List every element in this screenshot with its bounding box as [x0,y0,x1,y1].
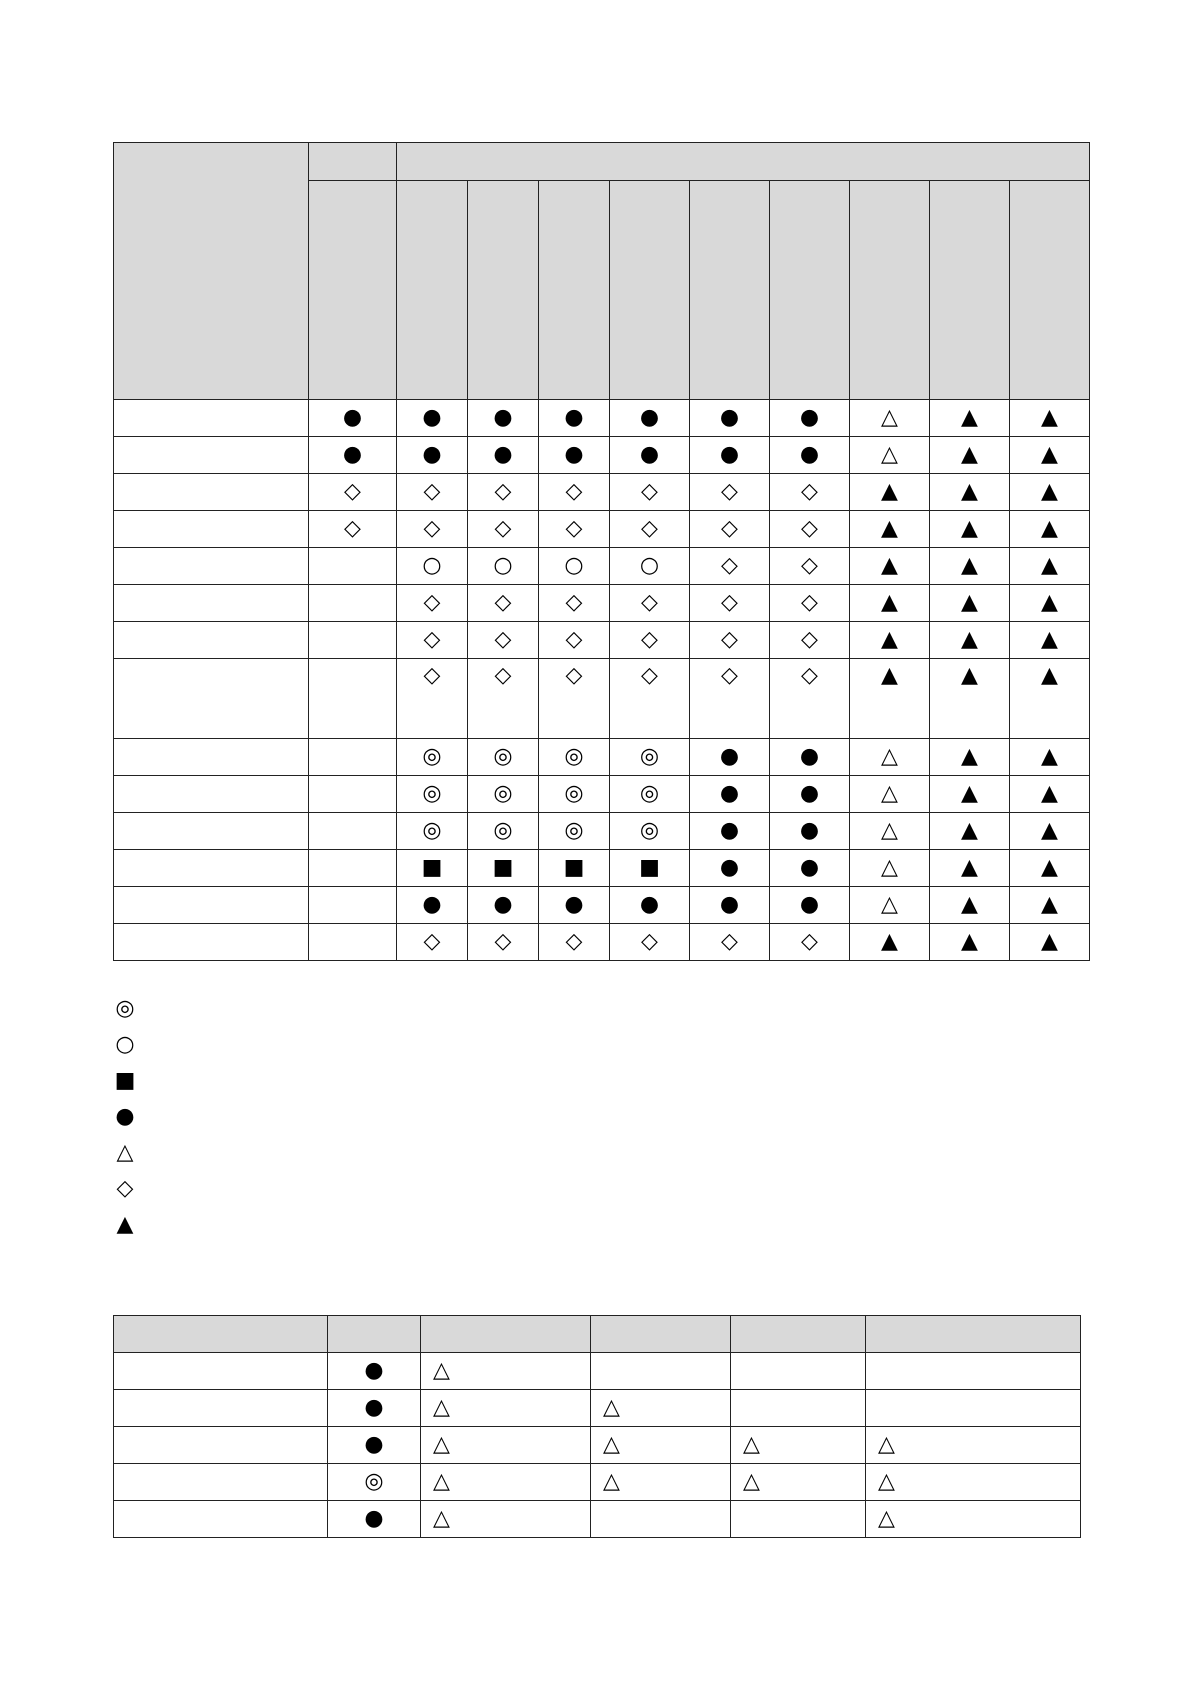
filled-triangle-symbol: ▲ [1010,511,1090,548]
diamond-symbol: ◇ [610,585,690,622]
row-label-cell [114,813,309,850]
triangle-symbol: △ [866,1427,1081,1464]
feature-matrix-table [113,142,1090,961]
disc-symbol: ● [328,1501,421,1538]
filled-triangle-symbol: ▲ [930,585,1010,622]
empty-cell [309,887,397,924]
disc-symbol: ● [309,400,397,437]
square-symbol: ■ [539,850,610,887]
diamond-symbol: ◇ [610,474,690,511]
triangle-symbol: △ [850,850,930,887]
double-circle-symbol: ◎ [328,1464,421,1501]
summary-header-cell [328,1316,421,1353]
diamond-symbol: ◇ [539,622,610,659]
triangle-symbol: △ [421,1427,591,1464]
disc-symbol: ● [610,400,690,437]
diamond-symbol: ◇ [690,511,770,548]
table-row [114,474,1090,511]
disc-symbol: ● [770,739,850,776]
filled-triangle-symbol: ▲ [850,474,930,511]
disc-symbol: ● [690,400,770,437]
circle-symbol: ○ [610,548,690,585]
table-row [114,813,1090,850]
filled-triangle-symbol: ▲ [930,739,1010,776]
diamond-symbol: ◇ [690,924,770,961]
diamond-symbol: ◇ [610,622,690,659]
summary-header-cell [591,1316,731,1353]
matrix-corner-header [114,143,309,400]
legend-item [113,990,137,1026]
matrix-column-header [930,181,1010,400]
diamond-symbol: ◇ [610,511,690,548]
matrix-column-header [770,181,850,400]
double-circle-symbol: ◎ [397,776,468,813]
filled-triangle-symbol: ▲ [930,511,1010,548]
row-label-cell [114,1464,328,1501]
disc-symbol: ● [690,887,770,924]
disc-symbol: ● [610,887,690,924]
filled-triangle-symbol: ▲ [930,622,1010,659]
empty-cell [309,585,397,622]
triangle-symbol: △ [866,1501,1081,1538]
row-label-cell [114,924,309,961]
disc-symbol: ● [690,813,770,850]
disc-symbol: ● [770,887,850,924]
filled-triangle-symbol: ▲ [930,659,1010,739]
diamond-symbol: ◇ [397,622,468,659]
legend-item [113,1026,137,1062]
disc-symbol: ● [770,400,850,437]
disc-symbol: ● [328,1353,421,1390]
diamond-symbol: ◇ [468,511,539,548]
filled-triangle-symbol: ▲ [1010,850,1090,887]
disc-symbol: ● [539,437,610,474]
diamond-symbol: ◇ [309,474,397,511]
table-row [114,400,1090,437]
table-row [114,622,1090,659]
disc-symbol: ● [690,739,770,776]
diamond-symbol: ◇ [770,548,850,585]
triangle-symbol: △ [850,813,930,850]
row-label-cell [114,1501,328,1538]
legend-item [113,1062,137,1098]
filled-triangle-symbol: ▲ [850,622,930,659]
table-row [114,850,1090,887]
diamond-symbol: ◇ [690,548,770,585]
diamond-symbol: ◇ [690,585,770,622]
diamond-symbol: ◇ [539,659,610,739]
table-row [114,924,1090,961]
table-row [114,776,1090,813]
table-row [114,437,1090,474]
diamond-symbol: ◇ [468,622,539,659]
filled-triangle-symbol: ▲ [1010,474,1090,511]
empty-cell [309,850,397,887]
empty-cell [731,1353,866,1390]
row-label-cell [114,739,309,776]
double-circle-symbol: ◎ [397,739,468,776]
summary-header-cell [114,1316,328,1353]
legend-item [113,1206,137,1242]
triangle-symbol: △ [850,437,930,474]
disc-symbol: ● [397,887,468,924]
filled-triangle-symbol: ▲ [1010,887,1090,924]
diamond-symbol: ◇ [468,659,539,739]
row-label-cell [114,850,309,887]
diamond-symbol: ◇ [539,511,610,548]
matrix-column-header [850,181,930,400]
diamond-symbol: ◇ [690,474,770,511]
diamond-symbol: ◇ [539,585,610,622]
double-circle-symbol: ◎ [115,995,135,1021]
disc-symbol: ● [468,437,539,474]
matrix-column-header [539,181,610,400]
triangle-symbol: △ [591,1464,731,1501]
disc-symbol: ● [328,1390,421,1427]
filled-triangle-symbol: ▲ [1010,776,1090,813]
filled-triangle-symbol: ▲ [1010,622,1090,659]
filled-triangle-symbol: ▲ [1010,400,1090,437]
summary-header-cell [866,1316,1081,1353]
filled-triangle-symbol: ▲ [930,813,1010,850]
diamond-symbol: ◇ [690,622,770,659]
disc-symbol: ● [397,400,468,437]
filled-triangle-symbol: ▲ [930,776,1010,813]
triangle-symbol: △ [421,1464,591,1501]
empty-cell [309,659,397,739]
circle-symbol: ○ [397,548,468,585]
empty-cell [591,1353,731,1390]
double-circle-symbol: ◎ [610,776,690,813]
matrix-column-header [397,181,468,400]
diamond-symbol: ◇ [610,924,690,961]
diamond-symbol: ◇ [770,511,850,548]
summary-body [114,1353,1081,1538]
matrix-column-header [1010,181,1090,400]
diamond-symbol: ◇ [770,585,850,622]
diamond-symbol: ◇ [539,474,610,511]
diamond-symbol: ◇ [116,1175,134,1201]
triangle-symbol: △ [731,1427,866,1464]
table-row [114,1464,1081,1501]
summary-table [113,1315,1081,1538]
table-row [114,1501,1081,1538]
filled-triangle-symbol: ▲ [930,548,1010,585]
triangle-symbol: △ [421,1501,591,1538]
filled-triangle-symbol: ▲ [1010,739,1090,776]
disc-symbol: ● [397,437,468,474]
triangle-symbol: △ [591,1390,731,1427]
filled-triangle-symbol: ▲ [1010,437,1090,474]
row-label-cell [114,474,309,511]
disc-symbol: ● [115,1103,135,1129]
summary-header-cell [731,1316,866,1353]
disc-symbol: ● [539,887,610,924]
legend-item [113,1098,137,1134]
row-label-cell [114,1427,328,1464]
empty-cell [309,739,397,776]
diamond-symbol: ◇ [397,924,468,961]
disc-symbol: ● [690,850,770,887]
diamond-symbol: ◇ [397,659,468,739]
filled-triangle-symbol: ▲ [930,924,1010,961]
filled-triangle-symbol: ▲ [1010,813,1090,850]
table-row [114,659,1090,739]
square-symbol: ■ [397,850,468,887]
table-row [114,887,1090,924]
table-row [114,511,1090,548]
diamond-symbol: ◇ [770,924,850,961]
circle-symbol: ○ [468,548,539,585]
triangle-symbol: △ [421,1390,591,1427]
triangle-symbol: △ [421,1353,591,1390]
triangle-symbol: △ [850,739,930,776]
row-label-cell [114,437,309,474]
double-circle-symbol: ◎ [539,739,610,776]
empty-cell [309,813,397,850]
filled-triangle-symbol: ▲ [930,400,1010,437]
summary-header-cell [421,1316,591,1353]
legend-item [113,1134,137,1170]
diamond-symbol: ◇ [610,659,690,739]
double-circle-symbol: ◎ [468,739,539,776]
matrix-column-header [468,181,539,400]
matrix-column-header [610,181,690,400]
empty-cell [309,924,397,961]
row-label-cell [114,511,309,548]
empty-cell [591,1501,731,1538]
triangle-symbol: △ [850,400,930,437]
filled-triangle-symbol: ▲ [930,887,1010,924]
filled-triangle-symbol: ▲ [850,548,930,585]
triangle-symbol: △ [850,887,930,924]
table-row [114,1390,1081,1427]
filled-triangle-symbol: ▲ [850,511,930,548]
filled-triangle-symbol: ▲ [930,437,1010,474]
disc-symbol: ● [690,437,770,474]
diamond-symbol: ◇ [309,511,397,548]
double-circle-symbol: ◎ [539,813,610,850]
filled-triangle-symbol: ▲ [1010,585,1090,622]
row-label-cell [114,776,309,813]
circle-symbol: ○ [539,548,610,585]
diamond-symbol: ◇ [690,659,770,739]
disc-symbol: ● [539,400,610,437]
disc-symbol: ● [610,437,690,474]
row-label-cell [114,659,309,739]
disc-symbol: ● [770,776,850,813]
double-circle-symbol: ◎ [468,813,539,850]
row-label-cell [114,400,309,437]
legend-item [113,1170,137,1206]
filled-triangle-symbol: ▲ [850,924,930,961]
filled-triangle-symbol: ▲ [1010,659,1090,739]
diamond-symbol: ◇ [397,474,468,511]
diamond-symbol: ◇ [539,924,610,961]
disc-symbol: ● [309,437,397,474]
disc-symbol: ● [770,850,850,887]
matrix-column-header [309,181,397,400]
empty-cell [731,1501,866,1538]
double-circle-symbol: ◎ [610,739,690,776]
filled-triangle-symbol: ▲ [850,585,930,622]
empty-cell [309,776,397,813]
table-row [114,739,1090,776]
double-circle-symbol: ◎ [610,813,690,850]
filled-triangle-symbol: ▲ [1010,548,1090,585]
empty-cell [866,1390,1081,1427]
triangle-symbol: △ [850,776,930,813]
filled-triangle-symbol: ▲ [930,474,1010,511]
triangle-symbol: △ [116,1139,134,1165]
filled-triangle-symbol: ▲ [1010,924,1090,961]
disc-symbol: ● [690,776,770,813]
matrix-body [114,400,1090,961]
matrix-group-header-1 [309,143,397,181]
row-label-cell [114,1390,328,1427]
empty-cell [309,622,397,659]
circle-symbol: ○ [115,1031,135,1057]
double-circle-symbol: ◎ [397,813,468,850]
diamond-symbol: ◇ [397,585,468,622]
filled-triangle-symbol: ▲ [930,850,1010,887]
square-symbol: ■ [468,850,539,887]
disc-symbol: ● [770,813,850,850]
symbol-legend [113,990,137,1242]
matrix-column-header [690,181,770,400]
disc-symbol: ● [468,887,539,924]
diamond-symbol: ◇ [468,474,539,511]
filled-triangle-symbol: ▲ [116,1211,134,1237]
disc-symbol: ● [468,400,539,437]
table-row [114,1353,1081,1390]
empty-cell [309,548,397,585]
triangle-symbol: △ [731,1464,866,1501]
disc-symbol: ● [770,437,850,474]
double-circle-symbol: ◎ [468,776,539,813]
disc-symbol: ● [328,1427,421,1464]
filled-triangle-symbol: ▲ [850,659,930,739]
empty-cell [866,1353,1081,1390]
diamond-symbol: ◇ [397,511,468,548]
row-label-cell [114,548,309,585]
row-label-cell [114,1353,328,1390]
table-row [114,585,1090,622]
diamond-symbol: ◇ [770,622,850,659]
empty-cell [731,1390,866,1427]
triangle-symbol: △ [591,1427,731,1464]
row-label-cell [114,887,309,924]
diamond-symbol: ◇ [468,924,539,961]
diamond-symbol: ◇ [468,585,539,622]
diamond-symbol: ◇ [770,659,850,739]
row-label-cell [114,622,309,659]
double-circle-symbol: ◎ [539,776,610,813]
row-label-cell [114,585,309,622]
square-symbol: ■ [114,1067,136,1093]
table-row [114,1427,1081,1464]
diamond-symbol: ◇ [770,474,850,511]
table-row [114,548,1090,585]
matrix-group-header-2 [397,143,1090,181]
triangle-symbol: △ [866,1464,1081,1501]
square-symbol: ■ [610,850,690,887]
